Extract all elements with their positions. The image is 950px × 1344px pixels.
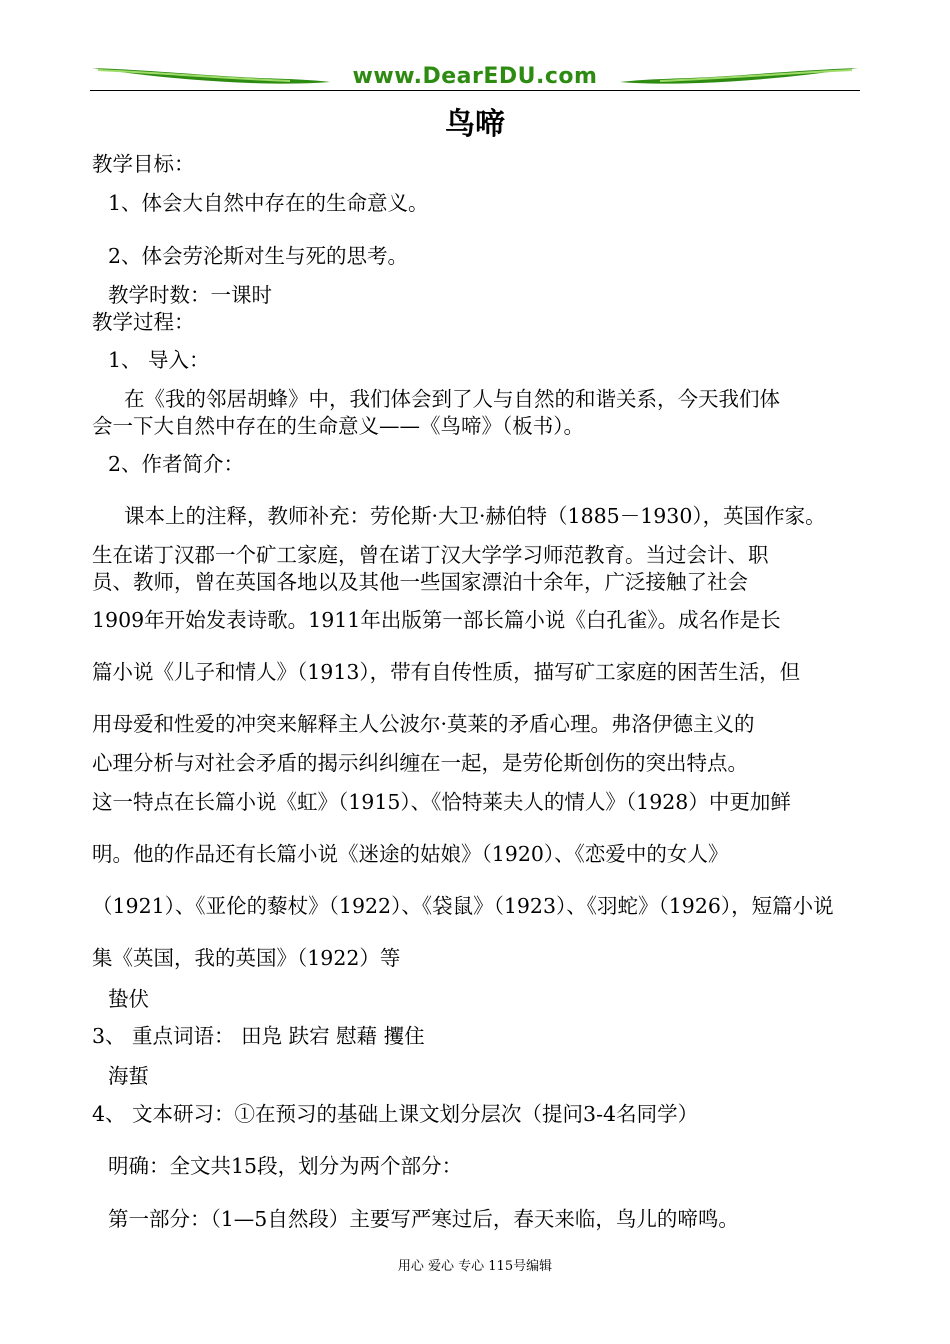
text-line: 生在诺丁汉郡一个矿工家庭，曾在诺丁汉大学学习师范教育。当过会计、职 <box>92 543 769 567</box>
text-line: 3、 重点词语： 田凫 趺宕 慰藉 攫住 <box>92 1024 425 1048</box>
text-line: 明确：全文共15段，划分为两个部分： <box>108 1154 463 1178</box>
text-line: 4、 文本研习：①在预习的基础上课文划分层次（提问3-4名同学） <box>92 1102 699 1126</box>
text-line: 员、教师，曾在英国各地以及其他一些国家漂泊十余年，广泛接触了社会 <box>92 570 748 594</box>
text-line: 教学目标： <box>92 152 195 176</box>
text-line: 在《我的邻居胡蜂》中，我们体会到了人与自然的和谐关系，今天我们体 <box>124 387 780 411</box>
text-line: 1909年开始发表诗歌。1911年出版第一部长篇小说《白孔雀》。成名作是长 <box>92 608 781 632</box>
document-title: 鸟啼 <box>445 107 505 142</box>
text-line: 1、体会大自然中存在的生命意义。 <box>108 191 429 215</box>
text-line: 蛰伏 <box>108 987 149 1011</box>
text-line: 心理分析与对社会矛盾的揭示纠纠缠在一起，是劳伦斯创伤的突出特点。 <box>92 751 748 775</box>
text-line: 用母爱和性爱的冲突来解释主人公波尔·莫莱的矛盾心理。弗洛伊德主义的 <box>92 712 755 736</box>
text-line: 这一特点在长篇小说《虹》（1915）、《恰特莱夫人的情人》（1928）中更加鲜 <box>92 790 791 814</box>
page-footer: 用心 爱心 专心 115号编辑 <box>397 1259 553 1274</box>
text-line: 1、 导入： <box>108 348 210 372</box>
text-line: 明。他的作品还有长篇小说《迷途的姑娘》（1920）、《恋爱中的女人》 <box>92 842 729 866</box>
text-line: 会一下大自然中存在的生命意义——《鸟啼》（板书）。 <box>92 414 584 438</box>
text-line: 课本上的注释，教师补充：劳伦斯·大卫·赫伯特（1885－1930），英国作家。 <box>124 504 826 528</box>
text-line: （1921）、《亚伦的藜杖》（1922）、《袋鼠》（1923）、《羽蛇》（1926），短篇小说 <box>92 894 834 918</box>
text-line: 集《英国，我的英国》（1922）等 <box>92 946 401 970</box>
text-line: 篇小说《儿子和情人》（1913），带有自传性质，描写矿工家庭的困苦生活，但 <box>92 660 801 684</box>
text-line: 教学过程： <box>92 310 195 334</box>
header-rule <box>90 90 860 91</box>
text-line: 第一部分：（1—5自然段）主要写严寒过后，春天来临，鸟儿的啼鸣。 <box>108 1207 739 1231</box>
text-line: 2、体会劳沦斯对生与死的思考。 <box>108 244 409 268</box>
site-name: www.DearEDU.com <box>352 64 598 89</box>
text-line: 教学时数：一课时 <box>108 283 272 307</box>
text-line: 2、作者简介： <box>108 452 245 476</box>
text-line: 海蜇 <box>108 1064 149 1088</box>
